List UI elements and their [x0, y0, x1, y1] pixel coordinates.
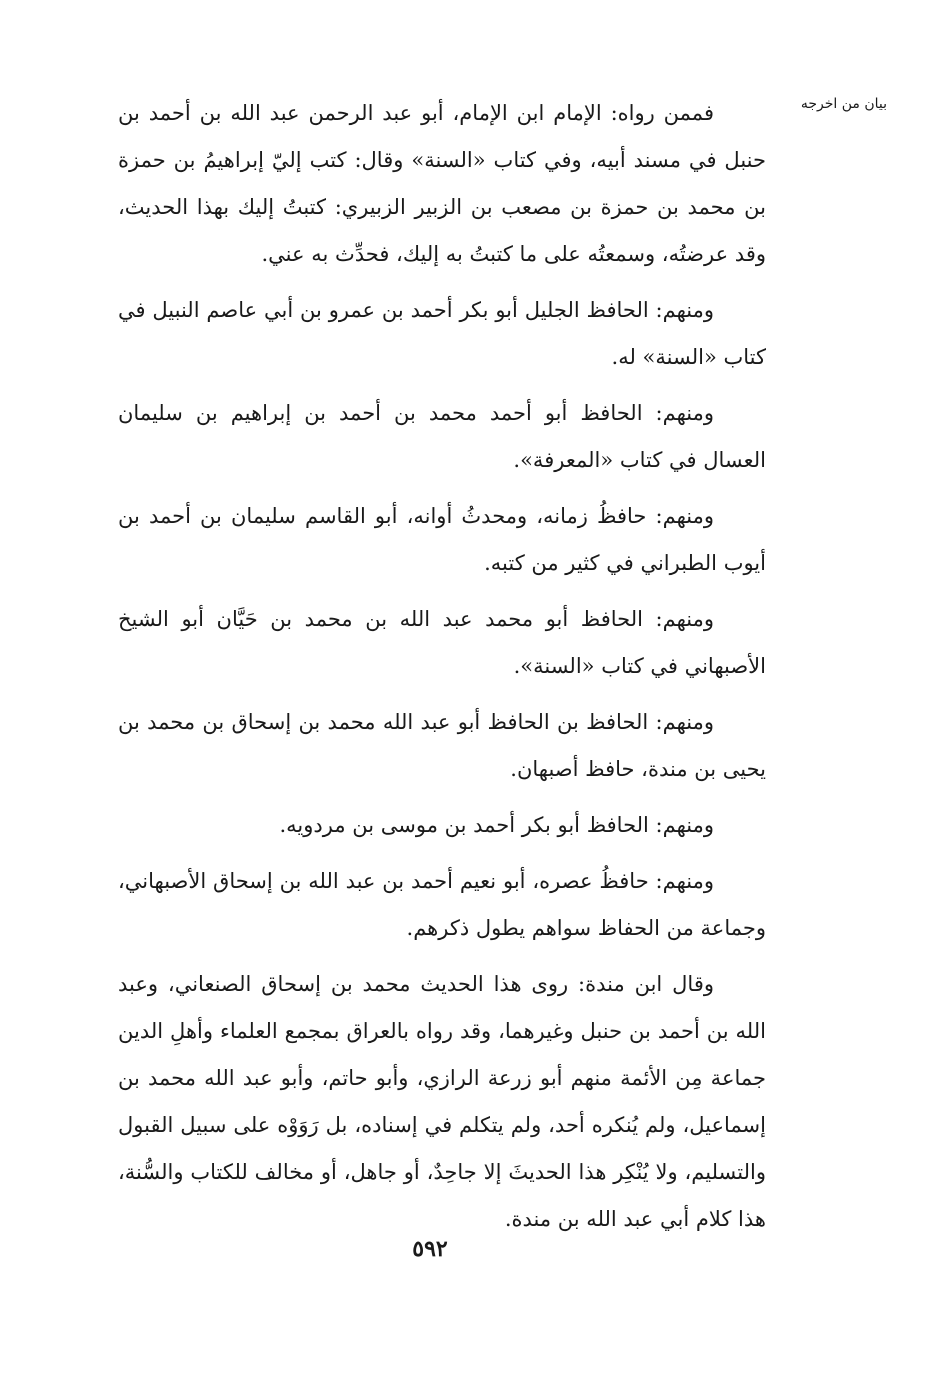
paragraph: ومنهم: الحافظ بن الحافظ أبو عبد الله محمد بن إسحاق بن محمد بن يحيى بن مندة، حافظ أصبهان.	[118, 710, 766, 781]
paragraph: وقال ابن مندة: روى هذا الحديث محمد بن إسحاق الصنعاني، وعبد الله بن أحمد بن حنبل وغيرهما، وقد رواه بالعراق بمجمع العلماء وأهلِ الدين جماعة مِن الأئمة منهم أبو زرعة الرازي، وأبو حاتم، وأبو عبد الله محمد بن إسماعيل، ولم يُنكره أحد، ولم يتكلم في إسناده، بل رَوَوْه على سبيل القبول والتسليم، ولا يُنْكِر هذا الحديثَ إلا جاحِدٌ، أو جاهل، أو مخالف للكتاب والسُّنة، هذا كلام أبي عبد الله بن مندة.	[118, 972, 766, 1231]
paragraph: ومنهم: الحافظ الجليل أبو بكر أحمد بن عمرو بن أبي عاصم النبيل في كتاب «السنة» له.	[118, 298, 766, 369]
paragraph: ومنهم: الحافظ أبو محمد عبد الله بن محمد بن حَيَّان أبو الشيخ الأصبهاني في كتاب «السنة».	[118, 607, 766, 678]
paragraph: ومنهم: الحافظ أبو بكر أحمد بن موسى بن مردويه.	[279, 813, 714, 837]
paragraph: ومنهم: حافظُ عصره، أبو نعيم أحمد بن عبد الله بن إسحاق الأصبهاني، وجماعة من الحفاظ سواهم يطول ذكرهم.	[118, 869, 766, 940]
margin-note: بيان من اخرجه	[800, 96, 887, 112]
paragraph: فممن رواه: الإمام ابن الإمام، أبو عبد الرحمن عبد الله بن أحمد بن حنبل في مسند أبيه، وفي كتاب «السنة» وقال: كتب إليّ إبراهيمُ بن حمزة بن محمد بن حمزة بن مصعب بن الزبير الزبيري: كتبتُ إليك بهذا الحديث، وقد عرضتُه، وسمعتُه على ما كتبتُ به إليك، فحدِّث به عني.	[118, 101, 766, 266]
paragraph: ومنهم: حافظُ زمانه، ومحدثُ أوانه، أبو القاسم سليمان بن أحمد بن أيوب الطبراني في كثير من كتبه.	[118, 504, 766, 575]
main-text	[118, 90, 766, 1252]
paragraph: ومنهم: الحافظ أبو أحمد محمد بن أحمد بن إبراهيم بن سليمان العسال في كتاب «المعرفة».	[118, 401, 766, 472]
page-number: ٥٩٢	[412, 1236, 448, 1262]
